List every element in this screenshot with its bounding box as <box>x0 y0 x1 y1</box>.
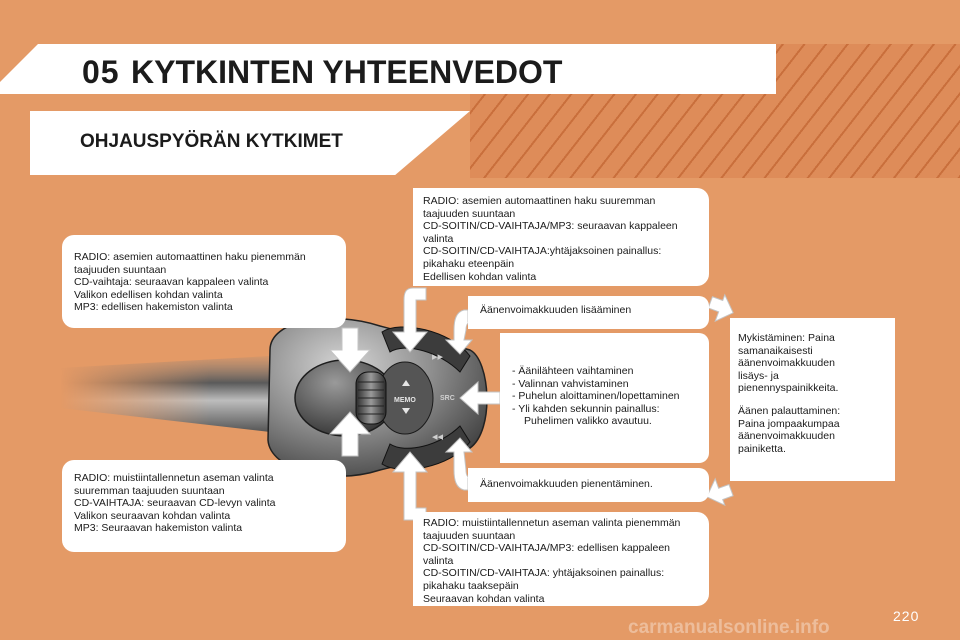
source-item: - Yli kahden sekunnin painallus: Puhelimen valikko avautuu. <box>512 402 663 428</box>
callout-line: Äänen palauttaminen: <box>738 404 841 417</box>
callout-line: suuremman taajuuden suuntaan <box>74 484 225 497</box>
callout-line: pikahaku eteenpäin <box>423 257 515 270</box>
callout-line: Paina jompaakumpaa <box>738 417 840 430</box>
source-item: - Puhelun aloittaminen/lopettaminen <box>512 390 680 403</box>
page-number: 220 <box>893 608 920 624</box>
callout-line: CD-VAIHTAJA: seuraavan CD-levyn valinta <box>74 497 276 510</box>
callout-line: äänenvoimakkuuden <box>738 357 835 370</box>
memo-label: MEMO <box>394 397 416 404</box>
callout-line: Mykistäminen: Paina <box>738 332 835 344</box>
callout-line: MP3: edellisen hakemiston valinta <box>74 301 233 314</box>
callout-line: RADIO: muistiintallennetun aseman valinta pienemmän <box>423 517 681 529</box>
callout-line: RADIO: muistiintallennetun aseman valinta <box>74 472 274 484</box>
callout-line: Äänenvoimakkuuden pienentäminen. <box>480 478 653 490</box>
callout-line: Edellisen kohdan valinta <box>423 270 537 283</box>
callout-line: taajuuden suuntaan <box>423 207 516 220</box>
callout-line: äänenvoimakkuuden <box>738 430 835 443</box>
callout-line: MP3: Seuraavan hakemiston valinta <box>74 522 243 535</box>
callout-line: Äänenvoimakkuuden lisääminen <box>480 304 632 316</box>
callout-line: Seuraavan kohdan valinta <box>423 592 545 605</box>
callout-line: valinta <box>423 554 454 567</box>
callout-right-bottom <box>413 512 709 606</box>
callout-line: taajuuden suuntaan <box>423 529 516 542</box>
callout-line: painiketta. <box>738 442 786 455</box>
callout-line: lisäys- ja <box>738 369 779 382</box>
callout-line: valinta <box>423 232 454 245</box>
callout-volume-down <box>468 468 709 502</box>
prev-button-symbol: ◂◂ <box>432 431 444 443</box>
next-button-symbol: ▸▸ <box>432 351 444 363</box>
callout-mute <box>730 318 895 481</box>
unmute-paragraph <box>738 405 887 455</box>
mute-paragraph <box>738 332 887 395</box>
callout-source <box>500 333 709 463</box>
callout-line: CD-SOITIN/CD-VAIHTAJA/MP3: seuraavan kappaleen <box>423 220 678 233</box>
watermark: carmanualsonline.info <box>628 617 830 638</box>
callout-line: RADIO: asemien automaattinen haku suuremman <box>423 195 656 207</box>
source-item: - Äänilähteen vaihtaminen <box>512 365 634 377</box>
callout-line: Valikon seuraavan kohdan valinta <box>74 509 231 522</box>
callout-left-bottom <box>62 460 346 552</box>
callout-line: Valikon edellisen kohdan valinta <box>74 288 223 301</box>
chapter-title: KYTKINTEN YHTEENVEDOT <box>131 54 563 90</box>
callout-volume-up <box>468 296 709 329</box>
callout-line: CD-vaihtaja: seuraavan kappaleen valinta <box>74 276 269 289</box>
callout-line: CD-SOITIN/CD-VAIHTAJA:yhtäjaksoinen painallus: <box>423 245 662 258</box>
callout-line: pikahaku taaksepäin <box>423 579 519 592</box>
chapter-number: 05 <box>82 54 120 90</box>
callout-line: pienennyspainikkeita. <box>738 382 839 395</box>
callout-line: taajuuden suuntaan <box>74 263 167 276</box>
src-label: SRC <box>440 395 455 402</box>
section-title: OHJAUSPYÖRÄN KYTKIMET <box>80 131 343 152</box>
callout-line: CD-SOITIN/CD-VAIHTAJA: yhtäjaksoinen painallus: <box>423 567 665 580</box>
callout-line: CD-SOITIN/CD-VAIHTAJA/MP3: edellisen kappaleen <box>423 542 671 555</box>
callout-left-top <box>62 235 346 328</box>
source-item: - Valinnan vahvistaminen <box>512 377 629 390</box>
callout-right-top <box>413 188 709 286</box>
callout-line: samanaikaisesti <box>738 344 813 357</box>
callout-line: RADIO: asemien automaattinen haku pienemmän <box>74 251 306 263</box>
